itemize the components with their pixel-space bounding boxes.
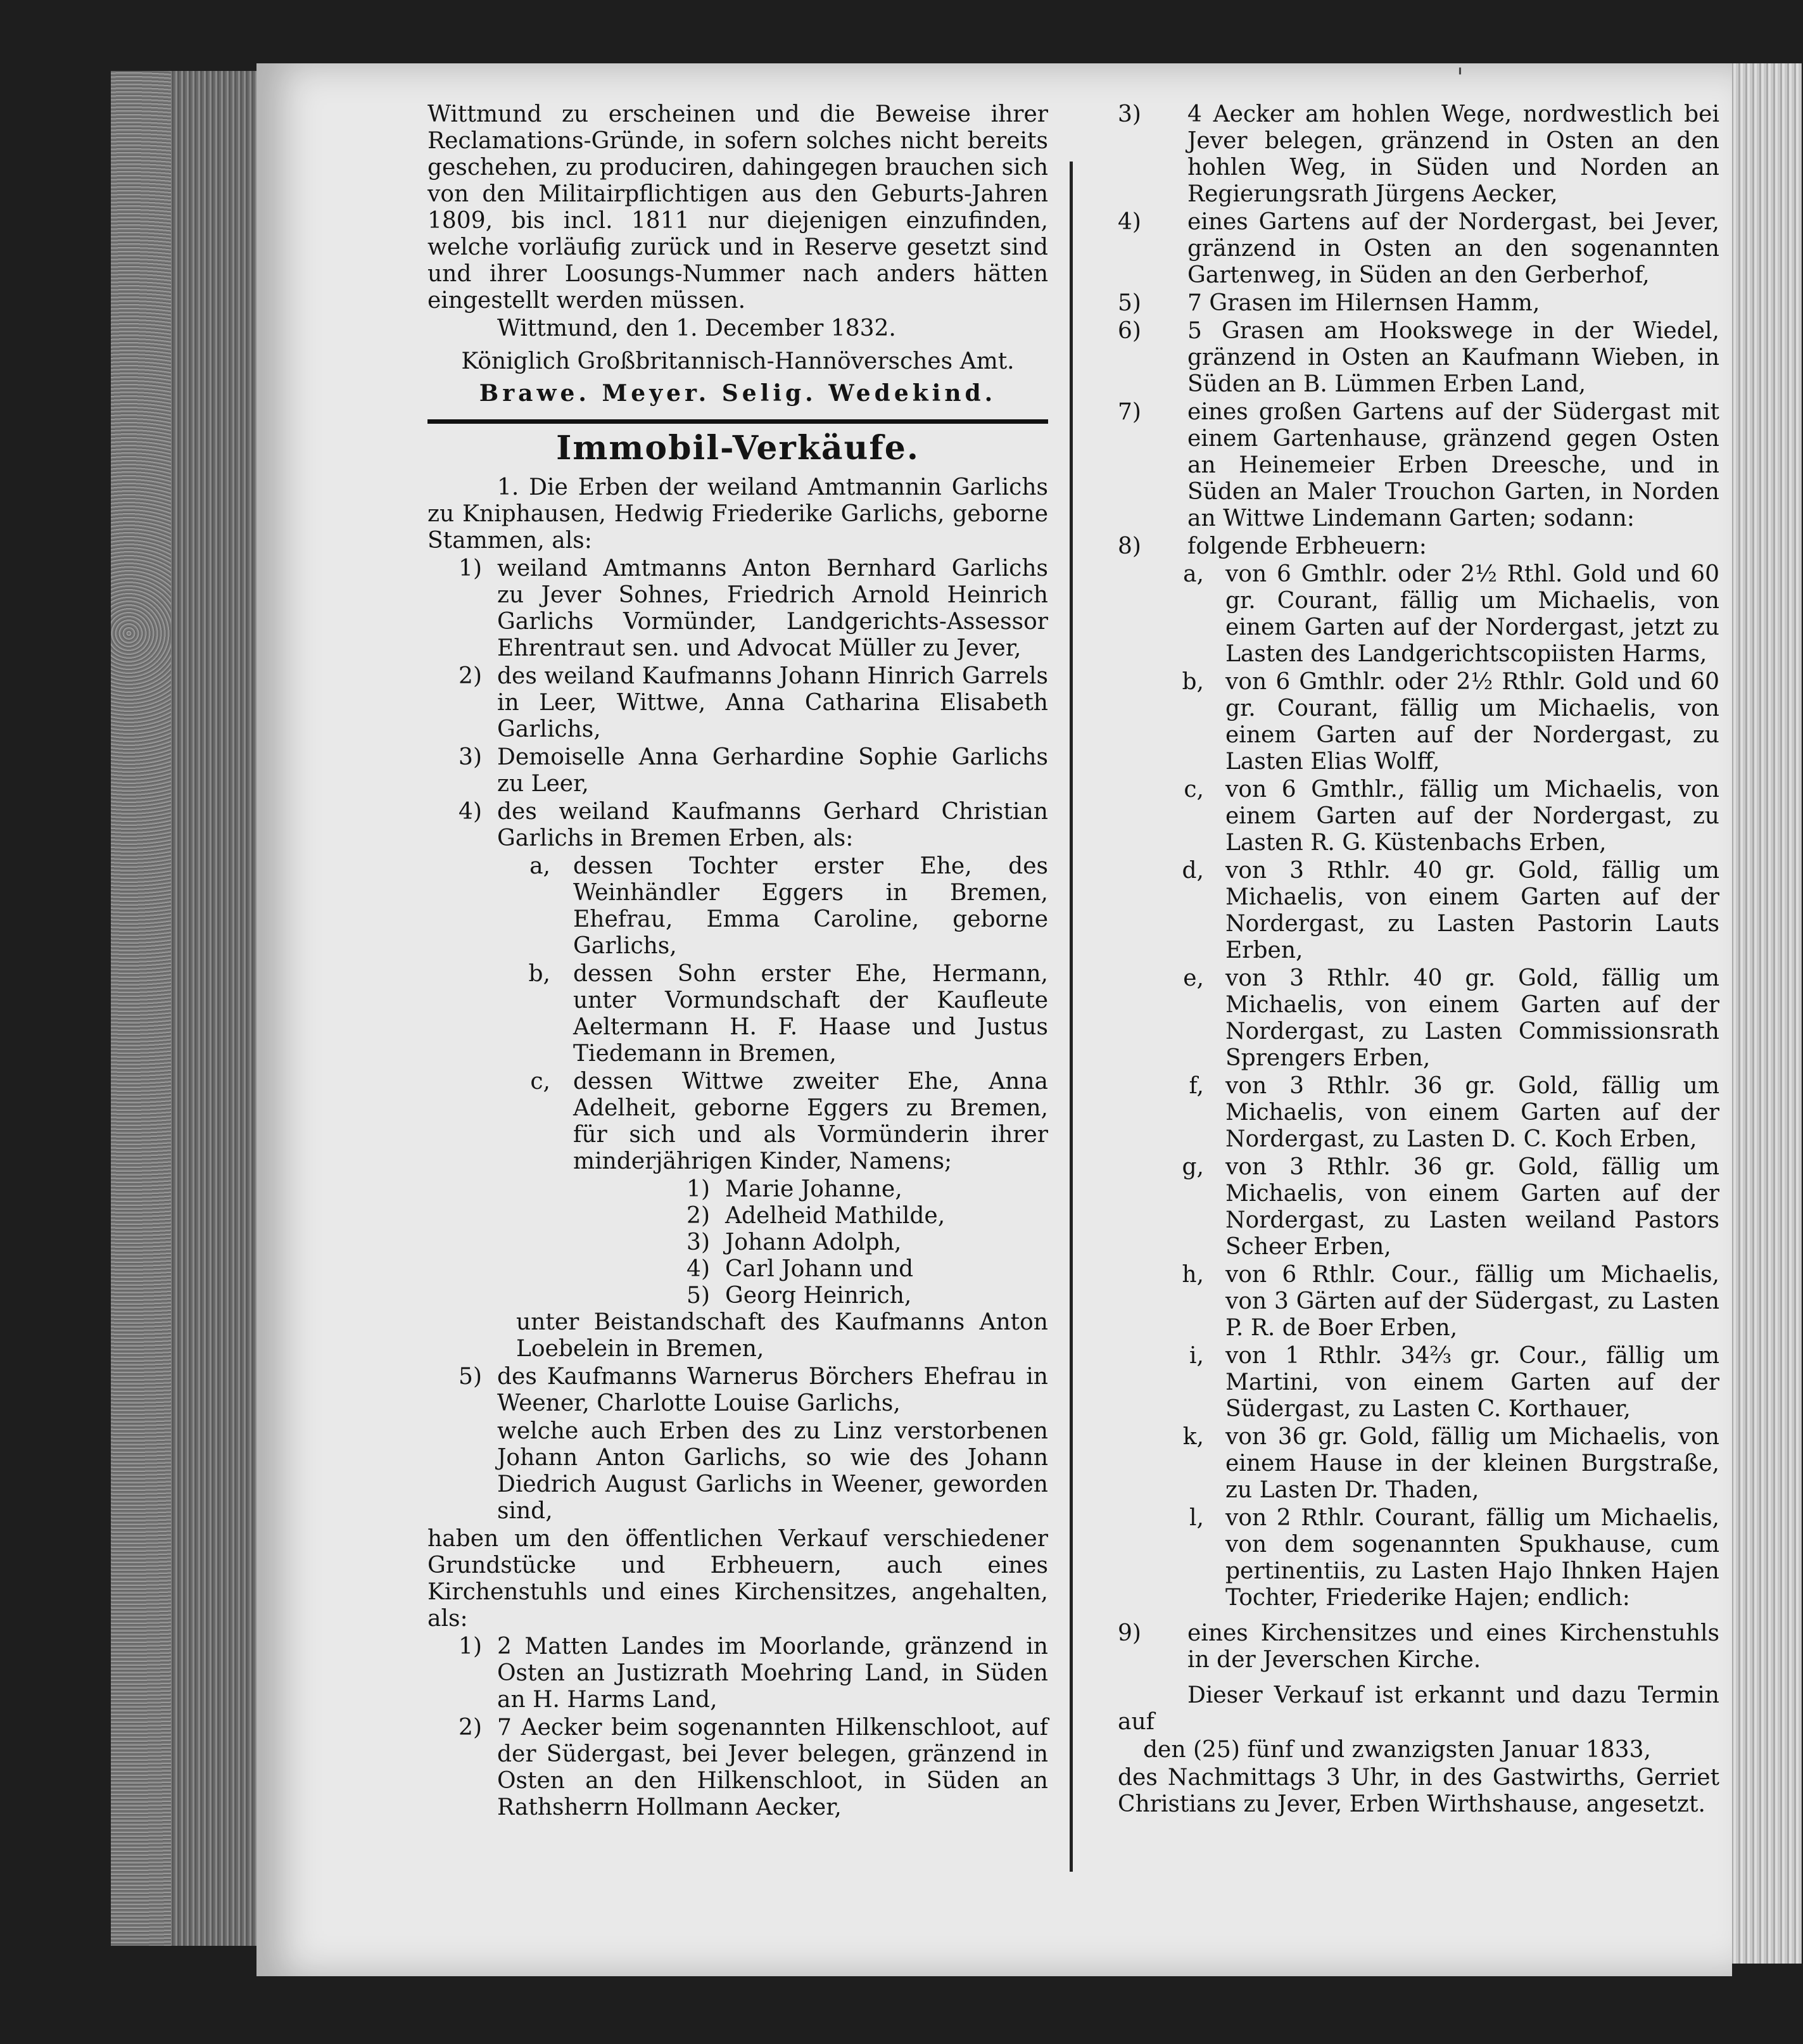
authority-line: Königlich Großbritannisch-Hannöversches Amt. bbox=[461, 348, 1015, 374]
list-item: 4) des weiland Kaufmanns Gerhard Christian Garlichs in Bremen Erben, als: bbox=[459, 799, 1048, 851]
list-item: 1) Marie Johanne, bbox=[686, 1176, 902, 1202]
list-item: c, dessen Wittwe zweiter Ehe, Anna Adelheit, geborne Eggers zu Bremen, für sich und als Vormünderin ihrer minderjährigen Kinder, Namens; bbox=[530, 1069, 1048, 1174]
list-item: 5) des Kaufmanns Warnerus Börchers Ehefrau in Weener, Charlotte Louise Garlichs, bbox=[459, 1364, 1048, 1416]
column-divider bbox=[1070, 162, 1073, 1872]
list-item: 8) folgende Erbheuern: bbox=[1118, 533, 1427, 559]
list-item: l, von 2 Rthlr. Courant, fällig um Michaelis, von dem sogenannten Spukhause, cum pertinentiis, zu Lasten Hajo Ihnken Hajen Tochter, Friederike Hajen; endlich: bbox=[1189, 1505, 1719, 1611]
list-item: a, dessen Tochter erster Ehe, des Weinhändler Eggers in Bremen, Ehefrau, Emma Caroline, geborne Garlichs, bbox=[529, 853, 1048, 959]
section-title: Immobil-Verkäufe. bbox=[556, 429, 920, 467]
right-column bbox=[1118, 101, 1719, 1819]
list-item: d, von 3 Rthlr. 40 gr. Gold, fällig um Michaelis, von einem Garten auf der Nordergast, zu Lasten Pastorin Lauts Erben, bbox=[1182, 858, 1719, 963]
list-item: k, von 36 gr. Gold, fällig um Michaelis, von einem Hause in der kleinen Burgstraße, zu Lasten Dr. Thaden, bbox=[1182, 1424, 1719, 1503]
page-stack-edge bbox=[1729, 63, 1802, 1964]
guardianship-line: unter Beistandschaft des Kaufmanns Anton Loebelein in Bremen, bbox=[516, 1309, 1048, 1362]
list-item: b, dessen Sohn erster Ehe, Hermann, unter Vormundschaft der Kaufleute Aeltermann H. F. Haase und Justus Tiedemann in Bremen, bbox=[528, 961, 1048, 1067]
intro-paragraph: Wittmund zu erscheinen und die Beweise ihrer Reclamations-Gründe, in sofern solches nicht bereits geschehen, zu produciren, dahingegen brauchen sich von den Militairpflichtigen aus den Geburts-Jahren 1809, bis incl. 1811 nur diejenigen einzufinden, welche vorläufig zurück und in Reserve gesetzt sind und ihrer Loosungs-Nummer nach anders hätten eingestellt werden müssen. bbox=[427, 101, 1048, 314]
list-item: 9) eines Kirchensitzes und eines Kirchenstuhls in der Jeverschen Kirche. bbox=[1118, 1620, 1719, 1673]
closing-line-1: Dieser Verkauf ist erkannt und dazu Termin auf bbox=[1118, 1682, 1719, 1735]
list-item: 3) 4 Aecker am hohlen Wege, nordwestlich bei Jever belegen, gränzend in Osten an den hohlen Weg, in Süden und Norden an Regierungsrath Jürgens Aecker, bbox=[1118, 101, 1719, 207]
heir5-continuation: welche auch Erben des zu Linz verstorbenen Johann Anton Garlichs, so wie des Johann Diedrich August Garlichs in Weener, geworden sind, bbox=[497, 1418, 1048, 1524]
list-item: 5) 7 Grasen im Hilernsen Hamm, bbox=[1118, 290, 1540, 316]
list-item: c, von 6 Gmthlr., fällig um Michaelis, von einem Garten auf der Nordergast, zu Lasten R. G. Küstenbachs Erben, bbox=[1184, 777, 1719, 856]
list-item: 2) des weiland Kaufmanns Johann Hinrich Garrels in Leer, Wittwe, Anna Catharina Elisabeth Garlichs, bbox=[459, 663, 1048, 742]
list-item: f, von 3 Rthlr. 36 gr. Gold, fällig um Michaelis, von einem Garten auf der Nordergast, zu Lasten D. C. Koch Erben, bbox=[1189, 1073, 1719, 1152]
closing-line-2: den (25) fünf und zwanzigsten Januar 1833, bbox=[1143, 1737, 1651, 1763]
section-divider bbox=[427, 419, 1048, 424]
list-item: e, von 3 Rthlr. 40 gr. Gold, fällig um Michaelis, von einem Garten auf der Nordergast, zu Lasten Commissionsrath Sprengers Erben, bbox=[1183, 965, 1719, 1071]
book-spine-edge bbox=[111, 71, 256, 1946]
list-item: b, von 6 Gmthlr. oder 2½ Rthlr. Gold und 60 gr. Courant, fällig um Michaelis, von einem Garten auf der Nordergast, zu Lasten Elias Wolff, bbox=[1182, 669, 1719, 775]
list-item: 2) Adelheid Mathilde, bbox=[686, 1203, 946, 1229]
closing-line-3: des Nachmittags 3 Uhr, in des Gastwirths, Gerriet Christians zu Jever, Erben Wirthshause, angesetzt. bbox=[1118, 1765, 1719, 1817]
list-item: 3) Demoiselle Anna Gerhardine Sophie Garlichs zu Leer, bbox=[459, 744, 1048, 797]
list-item: g, von 3 Rthlr. 36 gr. Gold, fällig um Michaelis, von einem Garten auf der Nordergast, zu Lasten weiland Pastors Scheer Erben, bbox=[1182, 1154, 1719, 1260]
list-item: 2) 7 Aecker beim sogenannten Hilkenschloot, auf der Südergast, bei Jever belegen, gränzend in Osten an den Hilkenschloot, in Süden an Rathsherrn Hollmann Aecker, bbox=[459, 1715, 1048, 1820]
list-item: 4) eines Gartens auf der Nordergast, bei Jever, gränzend in Osten an den sogenannten Gartenweg, in Süden an den Gerberhof, bbox=[1118, 209, 1719, 288]
list-item: 4) Carl Johann und bbox=[686, 1256, 914, 1282]
list-item: 3) Johann Adolph, bbox=[686, 1229, 902, 1255]
left-column bbox=[427, 101, 1048, 1822]
list-item: 1) weiland Amtmanns Anton Bernhard Garlichs zu Jever Sohnes, Friedrich Arnold Heinrich Garlichs Vormünder, Landgerichts-Assessor Ehrentraut sen. und Advocat Müller zu Jever, bbox=[459, 555, 1048, 661]
list-item: 1) 2 Matten Landes im Moorlande, gränzend in Osten an Justizrath Moehring Land, in Süden an H. Harms Land, bbox=[459, 1634, 1048, 1713]
lead-paragraph: 1. Die Erben der weiland Amtmannin Garlichs zu Kniphausen, Hedwig Friederike Garlichs, geborne Stammen, als: bbox=[427, 474, 1048, 554]
signatures: Brawe. Meyer. Selig. Wedekind. bbox=[479, 380, 997, 407]
list-item: 5) Georg Heinrich, bbox=[686, 1283, 912, 1309]
list-item: h, von 6 Rthlr. Cour., fällig um Michaelis, von 3 Gärten auf der Südergast, zu Lasten P. R. de Boer Erben, bbox=[1182, 1262, 1719, 1341]
list-item: i, von 1 Rthlr. 34⅔ gr. Cour., fällig um Martini, von einem Garten auf der Südergast, zu Lasten C. Korthauer, bbox=[1189, 1343, 1719, 1422]
list-item: 7) eines großen Gartens auf der Südergast mit einem Gartenhause, gränzend gegen Osten an Heinemeier Erben Dreesche, und in Süden an Maler Trouchon Garten, in Norden an Wittwe Lindemann Garten; sodann: bbox=[1118, 399, 1719, 531]
notice-date: Wittmund, den 1. December 1832. bbox=[497, 315, 896, 341]
list-item: a, von 6 Gmthlr. oder 2½ Rthl. Gold und 60 gr. Courant, fällig um Michaelis, von einem Garten auf der Nordergast, jetzt zu Lasten des Landgerichtscopiisten Harms, bbox=[1183, 561, 1719, 667]
request-paragraph: haben um den öffentlichen Verkauf verschiedener Grundstücke und Erbheuern, auch eines Kirchenstuhls und eines Kirchensitzes, angehalten, als: bbox=[427, 1526, 1048, 1632]
page-mark: ' bbox=[1457, 63, 1464, 92]
list-item: 6) 5 Grasen am Hookswege in der Wiedel, gränzend in Osten an Kaufmann Wieben, in Süden an B. Lümmen Erben Land, bbox=[1118, 318, 1719, 397]
